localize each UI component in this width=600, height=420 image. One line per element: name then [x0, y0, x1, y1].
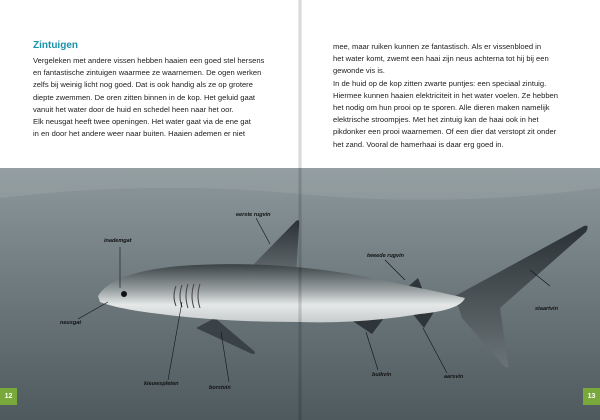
text-line: Elk neusgat heeft twee openingen. Het water gaat via de ene gat — [33, 117, 251, 127]
page-number-left: 12 — [0, 388, 17, 405]
text-line: diepte zwemmen. De oren zitten binnen in de kop. Het geluid gaat — [33, 92, 256, 102]
left-page — [0, 0, 299, 168]
label-kieuwspleten: kieuwspleten — [144, 381, 179, 387]
label-buikvin: buikvin — [372, 372, 392, 378]
label-aarsvin: aarsvin — [444, 374, 464, 380]
text-line: Vergeleken met andere vissen hebben haaien een goed stel hersens — [33, 56, 265, 65]
text-line: In de huid op de kop zitten zwarte puntjes: een speciaal zintuig. — [333, 78, 547, 88]
label-neusgat: neusgat — [60, 320, 82, 326]
text-line: in en door het andere weer naar buiten. Haaien ademen er niet — [33, 129, 245, 139]
text-line: mee, maar ruiken kunnen ze fantastisch. Als er vissenbloed in — [333, 42, 542, 51]
text-line: het water komt, zwemt een haai zijn neus achterna tot hij bij een — [333, 54, 549, 64]
label-borstvin: borstvin — [209, 385, 231, 391]
label-eerste-rugvin: eerste rugvin — [236, 212, 271, 218]
text-line: het nodig om hun prooi op te sporen. Alle dieren maken namelijk — [333, 103, 550, 113]
text-line: zelfs bij weinig licht nog goed. Dat is ook handig als ze op grotere — [33, 80, 253, 90]
label-tweede-rugvin: tweede rugvin — [367, 253, 404, 259]
text-line: en fantastische zintuigen waarmee ze waarnemen. De ogen werken — [33, 68, 262, 78]
shark-eye — [121, 291, 127, 297]
page-number-right: 13 — [583, 388, 600, 405]
section-heading: Zintuigen — [33, 40, 78, 51]
label-inademgat: inademgat — [104, 238, 132, 244]
text-line: elektrische stroompjes. Met het zintuig kan de haai ook in het — [333, 115, 539, 125]
text-line: gewonde vis is. — [333, 66, 385, 76]
text-line: vanuit het water door de huid en schedel heen naar het oor. — [33, 104, 234, 114]
right-page — [301, 0, 600, 168]
label-staartvin: staartvin — [535, 306, 558, 312]
text-line: het zand. Vooral de hamerhaai is daar erg goed in. — [333, 139, 504, 149]
text-line: pikdonker een prooi waarnemen. Of een dier dat verstopt zit onder — [333, 127, 557, 137]
book-gutter — [298, 0, 302, 420]
left-text-column — [33, 55, 295, 140]
right-text-column — [333, 41, 595, 151]
text-line: Hiermee kunnen haaien elektriciteit in het water voelen. Ze hebben — [333, 90, 558, 100]
